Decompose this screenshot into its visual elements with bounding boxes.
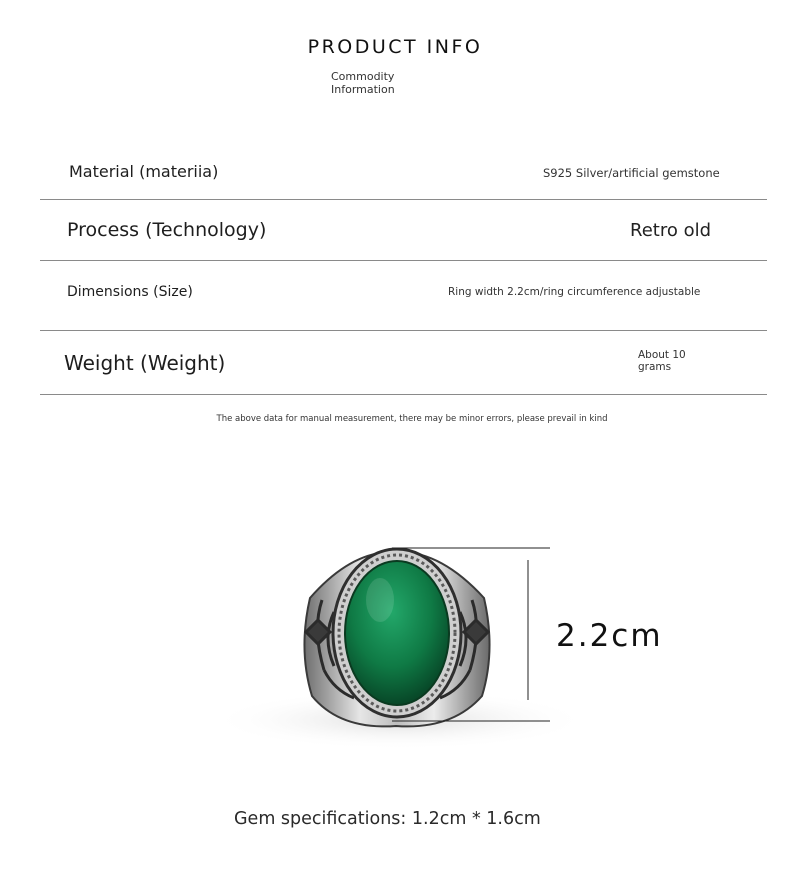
row-divider: [40, 199, 767, 200]
measurement-note: The above data for manual measurement, there may be minor errors, please prevail in kind: [216, 414, 608, 424]
row-divider: [40, 394, 767, 395]
gem-specifications: Gem specifications: 1.2cm * 1.6cm: [234, 809, 541, 829]
subtitle-line-1: Commodity: [331, 70, 395, 83]
material-label: Material (materiia): [69, 162, 219, 181]
dimensions-value: Ring width 2.2cm/ring circumference adjustable: [448, 286, 701, 298]
weight-value-line-1: About 10: [638, 349, 686, 361]
row-divider: [40, 330, 767, 331]
process-label: Process (Technology): [67, 219, 267, 241]
row-divider: [40, 260, 767, 261]
subtitle-line-2: Information: [331, 83, 395, 96]
ring-width-label: 2.2cm: [556, 618, 663, 654]
weight-value: [638, 349, 686, 373]
process-value: Retro old: [630, 220, 712, 241]
weight-value-line-2: grams: [638, 361, 672, 373]
material-value: S925 Silver/artificial gemstone: [543, 166, 720, 180]
green-gemstone: [345, 561, 449, 705]
page-subtitle: [331, 70, 421, 96]
weight-label: Weight (Weight): [64, 351, 226, 375]
dimensions-label: Dimensions (Size): [67, 284, 193, 300]
page-title: PRODUCT INFO: [307, 36, 483, 58]
gem-highlight: [366, 578, 394, 622]
